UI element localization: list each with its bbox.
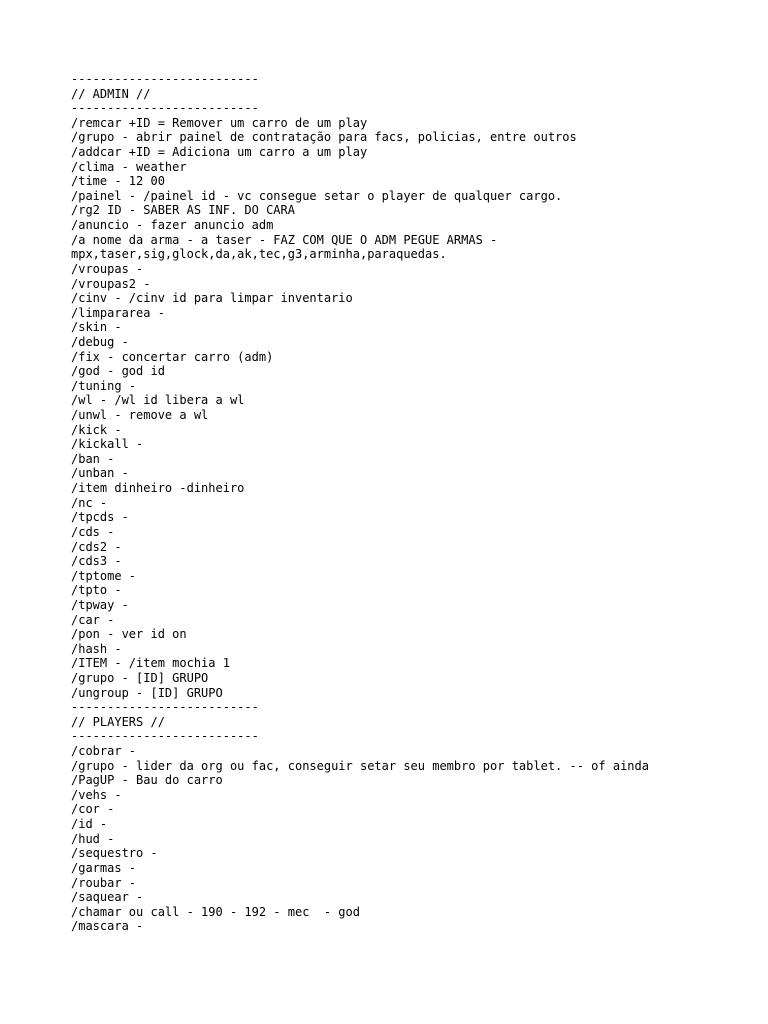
command-line: /wl - /wl id libera a wl [71,393,245,408]
command-line: /cinv - /cinv id para limpar inventario [71,291,353,306]
command-line: /cobrar - [71,744,137,759]
command-line: /garmas - [71,860,137,875]
command-line: /cor - [71,802,115,817]
command-line: /unwl - remove a wl [71,408,209,423]
command-line: /grupo - abrir painel de contratação para facs, policias, entre outros [71,130,577,145]
command-line: /vroupas - [71,261,144,276]
command-line: /kickall - [71,437,144,452]
command-line: /a nome da arma - a taser - FAZ COM QUE O ADM PEGUE ARMAS - [71,232,498,247]
separator-line: -------------------------- [71,101,259,116]
command-line: /tptome - [71,568,137,583]
command-line: /time - 12 00 [71,174,165,189]
command-line: /grupo - lider da org ou fac, conseguir setar seu membro por tablet. -- of ainda [71,758,649,773]
command-line: /god - god id [71,364,165,379]
command-line: /tpto - [71,583,122,598]
command-line: /hash - [71,641,122,656]
separator-line: -------------------------- [71,729,259,744]
command-line: /car - [71,612,115,627]
separator-line: -------------------------- [71,700,259,715]
command-line: /id - [71,817,108,832]
command-line: /cds - [71,524,115,539]
command-line: /ITEM - /item mochia 1 [71,656,230,671]
command-line: /tpway - [71,597,129,612]
command-line: /nc - [71,495,108,510]
command-line: /limpararea - [71,305,165,320]
section-heading-players: // PLAYERS // [71,714,165,729]
command-line: /ungroup - [ID] GRUPO [71,685,223,700]
command-line: /pon - ver id on [71,627,187,642]
command-line: /PagUP - Bau do carro [71,773,223,788]
command-line: /kick - [71,422,122,437]
command-line: /vehs - [71,787,122,802]
command-line: /hud - [71,831,115,846]
command-line: /anuncio - fazer anuncio adm [71,218,274,233]
command-line: /unban - [71,466,129,481]
command-line: /rg2 ID - SABER AS INF. DO CARA [71,203,295,218]
command-line: /cds3 - [71,554,122,569]
command-line: /skin - [71,320,122,335]
command-line: /fix - concertar carro (adm) [71,349,274,364]
separator-line: -------------------------- [71,72,259,86]
command-line: /addcar +ID = Adiciona um carro a um play [71,145,368,160]
command-line: /grupo - [ID] GRUPO [71,670,209,685]
command-line: /ban - [71,451,115,466]
command-line: /clima - weather [71,159,187,174]
command-line: /painel - /painel id - vc consegue setar o player de qualquer cargo. [71,188,563,203]
command-line: /remcar +ID = Remover um carro de um play [71,115,368,130]
command-line: /chamar ou call - 190 - 192 - mec - god [71,904,360,919]
command-line: /mascara - [71,919,144,934]
command-line: /debug - [71,334,129,349]
command-line: /roubar - [71,875,137,890]
command-line: /tuning - [71,378,137,393]
section-heading-admin: // ADMIN // [71,86,151,101]
command-line: /item dinheiro -dinheiro [71,481,245,496]
command-line: /cds2 - [71,539,122,554]
command-line: /tpcds - [71,510,129,525]
command-line: /sequestro - [71,846,158,861]
document-page [71,72,761,934]
command-line: mpx,taser,sig,glock,da,ak,tec,g3,arminha,paraquedas. [71,247,447,262]
command-line: /saquear - [71,890,144,905]
command-line: /vroupas2 - [71,276,151,291]
